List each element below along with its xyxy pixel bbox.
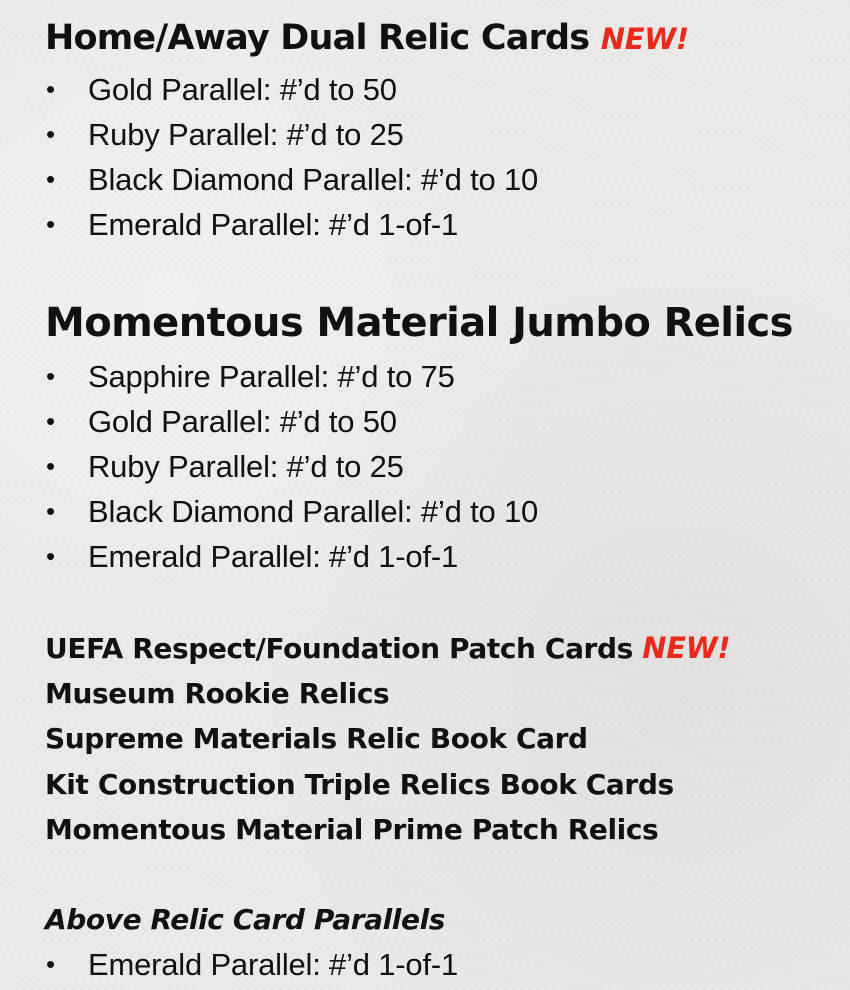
- museum-heading: Museum Rookie Relics: [45, 677, 390, 710]
- list-item: • Ruby Parallel: #’d to 25: [45, 112, 538, 157]
- bullet-icon: •: [46, 949, 55, 979]
- kit-heading: Kit Construction Triple Relics Book Cards: [45, 768, 674, 801]
- home-away-heading: [45, 18, 689, 58]
- bullet-icon: •: [46, 209, 55, 239]
- bullet-icon: •: [46, 541, 55, 571]
- new-badge: NEW!: [600, 22, 689, 56]
- list-item: • Black Diamond Parallel: #’d to 10: [45, 157, 538, 202]
- bullet-icon: •: [46, 164, 55, 194]
- momentous-parallels-list: [45, 354, 538, 579]
- list-item: • Sapphire Parallel: #’d to 75: [45, 354, 538, 399]
- above-parallels-list: [45, 942, 458, 987]
- bullet-icon: •: [46, 74, 55, 104]
- list-item: • Emerald Parallel: #’d 1-of-1: [45, 534, 538, 579]
- list-item: • Ruby Parallel: #’d to 25: [45, 444, 538, 489]
- list-item: • Emerald Parallel: #’d 1-of-1: [45, 202, 538, 247]
- bullet-icon: •: [46, 406, 55, 436]
- list-item: • Black Diamond Parallel: #’d to 10: [45, 489, 538, 534]
- bullet-icon: •: [46, 361, 55, 391]
- prime-heading: Momentous Material Prime Patch Relics: [45, 813, 659, 846]
- above-parallels-heading: Above Relic Card Parallels: [45, 903, 446, 936]
- new-badge: NEW!: [642, 631, 731, 665]
- list-item: • Emerald Parallel: #’d 1-of-1: [45, 942, 458, 987]
- supreme-heading: Supreme Materials Relic Book Card: [45, 722, 588, 755]
- bullet-icon: •: [46, 496, 55, 526]
- home-away-parallels-list: [45, 67, 538, 247]
- list-item: • Gold Parallel: #’d to 50: [45, 67, 538, 112]
- list-item: • Gold Parallel: #’d to 50: [45, 399, 538, 444]
- momentous-heading: Momentous Material Jumbo Relics: [45, 300, 793, 346]
- uefa-heading: [45, 626, 730, 671]
- uefa-title: UEFA Respect/Foundation Patch Cards: [45, 632, 633, 665]
- home-away-title: Home/Away Dual Relic Cards: [45, 18, 590, 58]
- bullet-icon: •: [46, 119, 55, 149]
- bullet-icon: •: [46, 451, 55, 481]
